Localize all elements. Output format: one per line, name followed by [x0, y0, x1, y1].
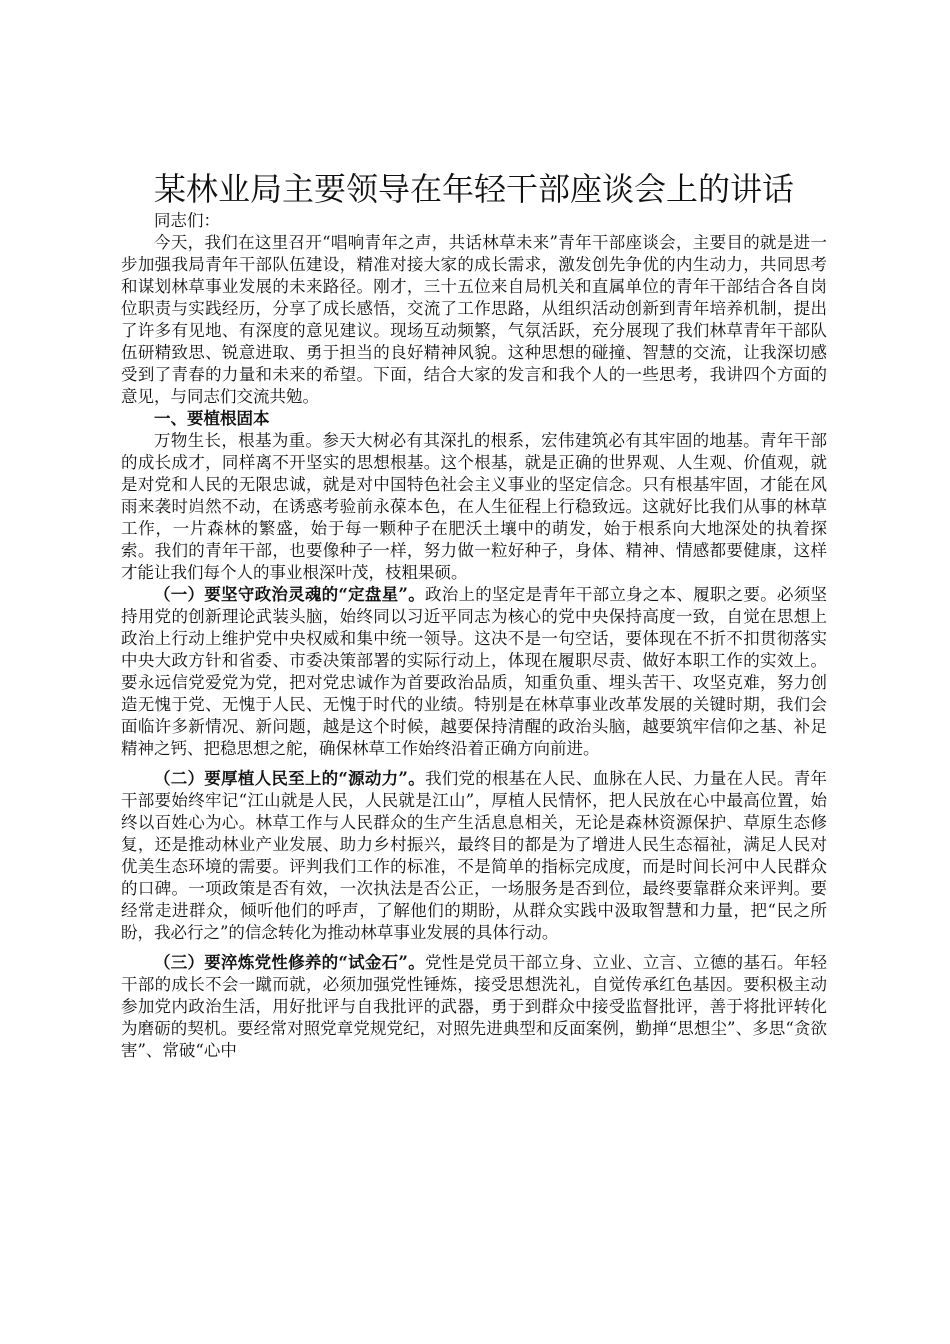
section-1-paragraph: 万物生长，根基为重。参天大树必有其深扎的根系，宏伟建筑必有其牢固的地基。青年干部的成长成才，同样离不开坚实的思想根基。这个根基，就是正确的世界观、人生观、价值观，就是对党和人民的无限忠诚，就是对中国特色社会主义事业的坚定信念。只有根基牢固，才能在风雨来袭时岿然不动，在诱惑考验前永葆本色，在人生征程上行稳致远。这就好比我们从事的林草工作，一片森林的繁盛，始于每一颗种子在肥沃土壤中的萌发，始于根系向大地深处的执着探索。我们的青年干部，也要像种子一样，努力做一粒好种子，身体、精神、情感都要健康，这样才能让我们每个人的事业根深叶茂，枝粗果硕。 [121, 431, 827, 582]
section-1-heading: 一、要植根固本 [154, 409, 270, 428]
intro-paragraph: 今天，我们在这里召开“唱响青年之声，共话林草未来”青年干部座谈会，主要目的就是进一步加强我局青年干部队伍建设，精准对接大家的成长需求，激发创先争优的内生动力，共同思考和谋划林草事业发展的未来路径。刚才，三十五位来自局机关和直属单位的青年干部结合各自岗位职责与实践经历，分享了成长感悟，交流了工作思路，从组织活动创新到青年培养机制，提出了许多有见地、有深度的意见建议。现场互动频繁，气氛活跃，充分展现了我们林草青年干部队伍研精致思、锐意进取、勇于担当的良好精神风貌。这种思想的碰撞、智慧的交流，让我深切感受到了青春的力量和未来的希望。下面，结合大家的发言和我个人的一些思考，我讲四个方面的意见，与同志们交流共勉。 [121, 233, 827, 406]
paragraph-gap [121, 760, 827, 768]
subsection-1-body: 政治上的坚定是青年干部立身之本、履职之要。必须坚持用党的创新理论武装头脑，始终同以习近平同志为核心的党中央保持高度一致，自觉在思想上政治上行动上维护党中央权威和集中统一领导。这决不是一句空话，要体现在不折不扣贯彻落实中央大政方针和省委、市委决策部署的实际行动上，体现在履职尽责、做好本职工作的实效上。要永远信党爱党为党，把对党忠诚作为首要政治品质，知重负重、埋头苦干、攻坚克难，努力创造无愧于党、无愧于人民、无愧于时代的业绩。特别是在林草事业改革发展的关键时期，我们会面临许多新情况、新问题，越是这个时候，越要保持清醒的政治头脑，越要筑牢信仰之基、补足精神之钙、把稳思想之舵，确保林草工作始终沿着正确方向前进。 [121, 585, 827, 758]
subsection-1-lead: （一）要坚守政治灵魂的“定盘星”。 [154, 585, 425, 604]
subsection-2-paragraph [121, 768, 827, 944]
document-page [121, 168, 827, 1062]
salutation: 同志们： [154, 211, 220, 230]
subsection-2-lead: （二）要厚植人民至上的“源动力”。 [154, 769, 425, 788]
document-title: 某林业局主要领导在年轻干部座谈会上的讲话 [153, 170, 794, 208]
subsection-2-body: 我们党的根基在人民、血脉在人民、力量在人民。青年干部要始终牢记“江山就是人民，人民就是江山”，厚植人民情怀，把人民放在心中最高位置，始终以百姓心为心。林草工作与人民群众的生产生活息息相关，无论是森林资源保护、草原生态修复，还是推动林业产业发展、助力乡村振兴，最终目的都是为了增进人民生态福祉，满足人民对优美生态环境的需要。评判我们工作的标准，不是简单的指标完成度，而是时间长河中人民群众的口碑。一项政策是否有效，一次执法是否公正，一场服务是否到位，最终要靠群众来评判。要经常走进群众，倾听他们的呼声，了解他们的期盼，从群众实践中汲取智慧和力量，把“民之所盼，我必行之”的信念转化为推动林草事业发展的具体行动。 [121, 769, 827, 942]
subsection-3-paragraph [121, 952, 827, 1062]
subsection-1-paragraph [121, 584, 827, 760]
subsection-3-body: 党性是党员干部立身、立业、立言、立德的基石。年轻干部的成长不会一蹴而就，必须加强党性锤炼，接受思想洗礼，自觉传承红色基因。要积极主动参加党内政治生活，用好批评与自我批评的武器，勇于到群众中接受监督批评，善于将批评转化为磨砺的契机。要经常对照党章党规党纪，对照先进典型和反面案例，勤掸“思想尘”、多思“贪欲害”、常破“心中 [121, 953, 827, 1060]
paragraph-gap [121, 944, 827, 952]
subsection-3-lead: （三）要淬炼党性修养的“试金石”。 [154, 953, 425, 972]
